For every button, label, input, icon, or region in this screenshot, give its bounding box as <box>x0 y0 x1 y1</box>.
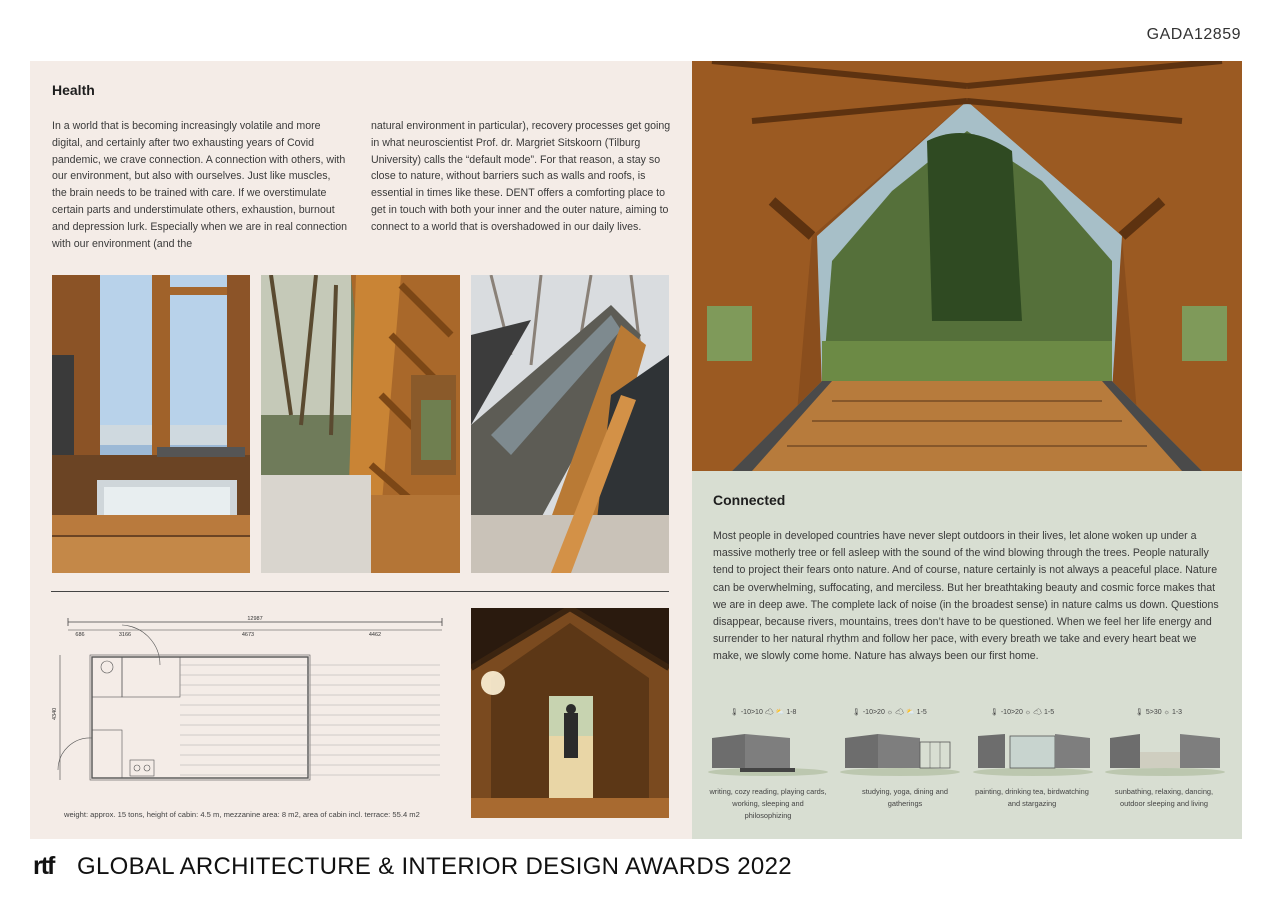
sketch-closed <box>708 734 828 776</box>
sun-icon: ☼ ☁ ⛅ <box>886 709 915 716</box>
cabin-specs-note: weight: approx. 15 tons, height of cabin: 4.5 m, mezzanine area: 8 m2, area of cabin incl. terrace: 55.4 m2 <box>64 810 420 819</box>
section-divider <box>51 591 669 592</box>
plan-total-dim: 12987 <box>247 616 263 622</box>
scenario-3-caption: painting, drinking tea, birdwatching and stargazing <box>975 787 1089 808</box>
scenario-2-caption: studying, yoga, dining and gatherings <box>862 787 948 808</box>
weather-icon: ☁ ⛅ <box>764 709 785 716</box>
sketch-fully-open <box>1105 734 1225 776</box>
thermometer-icon: 🌡 <box>990 709 999 716</box>
scenario-1-caption: writing, cozy reading, playing cards, working, sleeping and philosophizing <box>709 787 827 820</box>
plan-side-dim: 4340 <box>52 707 58 720</box>
thermometer-icon: 🌡 <box>730 709 739 716</box>
scenario-4-people: 1-3 <box>1171 709 1183 716</box>
project-code: GADA12859 <box>1146 26 1241 43</box>
sun-icon: ☼ ☁ <box>1024 709 1043 716</box>
scenario-4-icons <box>1135 708 1182 716</box>
sun-icon: ☼ <box>1163 709 1170 716</box>
photo-person-doorway <box>471 608 669 818</box>
photo-open-cabin-interior <box>692 61 1242 471</box>
thermometer-icon: 🌡 <box>852 709 861 716</box>
connected-title: Connected <box>713 492 786 508</box>
health-text-col2: natural environment in particular), recovery processes get going in what neuroscientist Prof. dr. Margriet Sitskoorn (Tilburg University) calls the “default mode”. For that reason, a stay so close to nature, without barriers such as walls and roofs, is essential in times like these. DENT offers a comforting place to get in touch with both your inner and the outer nature, aiming to connect to a world that is overshadowed in our daily lives. <box>371 120 671 233</box>
scenario-2-temp: -10>20 <box>862 709 885 716</box>
plan-dim-1: 686 <box>75 632 85 638</box>
plan-dim-3: 4673 <box>241 632 255 638</box>
rtf-logo-text: rtf <box>33 852 54 880</box>
cabin-sketches <box>700 728 1240 780</box>
health-text-col1: In a world that is becoming increasingly volatile and more digital, and certainly after two exhausting years of Covid pandemic, we crave connection. A connection with others, with our environment, but also with ourselves. Just like muscles, the brain needs to be trained with care. If we overstimulate certain parts and understimulate others, exhaustion, burnout and depression lurk. Especially when we are in real connection with our environment (and the <box>52 120 348 250</box>
photo-interior-window <box>52 275 250 573</box>
scenario-3-icons <box>990 708 1054 716</box>
scenario-1-temp: -10>10 <box>740 709 763 716</box>
health-title: Health <box>52 82 95 98</box>
scenario-2-icons <box>852 708 927 716</box>
scenario-1-icons <box>730 708 796 716</box>
floor-plan <box>50 610 460 810</box>
scenario-1-people: 1-8 <box>786 709 797 716</box>
scenario-4-caption: sunbathing, relaxing, dancing, outdoor sleeping and living <box>1114 787 1214 808</box>
awards-title: GLOBAL ARCHITECTURE & INTERIOR DESIGN AWARDS 2022 <box>77 853 792 880</box>
connected-text: Most people in developed countries have never slept outdoors in their lives, let alone woken up under a massive motherly tree or fell asleep with the sound of the wind blowing through the trees. People naturally tend to project their fears onto nature. And of course, nature certainly is not always a peaceful place. Nature can be overwhelming, suffocating, and merciless. But her breathtaking beauty and cosmic force makes that we are in deep awe. The complete lack of noise (in the broadest sense) in nature calms us down. Questions disappear, because rivers, mountains, trees don’t have to be questioned. When we feel her life energy and surrender to her natural rhythm and follow her pace, with every breath we take and every heart beat we make, we slowly come home. Nature has always been our first home. <box>713 530 1219 663</box>
scenario-2-people: 1-5 <box>916 709 927 716</box>
photo-wood-structure <box>261 275 460 573</box>
scenario-3-people: 1-5 <box>1044 709 1055 716</box>
sketch-half-open <box>840 734 960 776</box>
plan-dim-2: 3166 <box>118 632 132 638</box>
sketch-glass-open <box>973 734 1093 776</box>
plan-dim-4: 4462 <box>368 632 382 638</box>
photo-glass-gable <box>471 275 669 573</box>
scenario-3-temp: -10>20 <box>1000 709 1023 716</box>
rtf-logo <box>33 850 69 885</box>
scenario-4-temp: 5>30 <box>1145 709 1162 716</box>
thermometer-icon: 🌡 <box>1135 709 1144 716</box>
